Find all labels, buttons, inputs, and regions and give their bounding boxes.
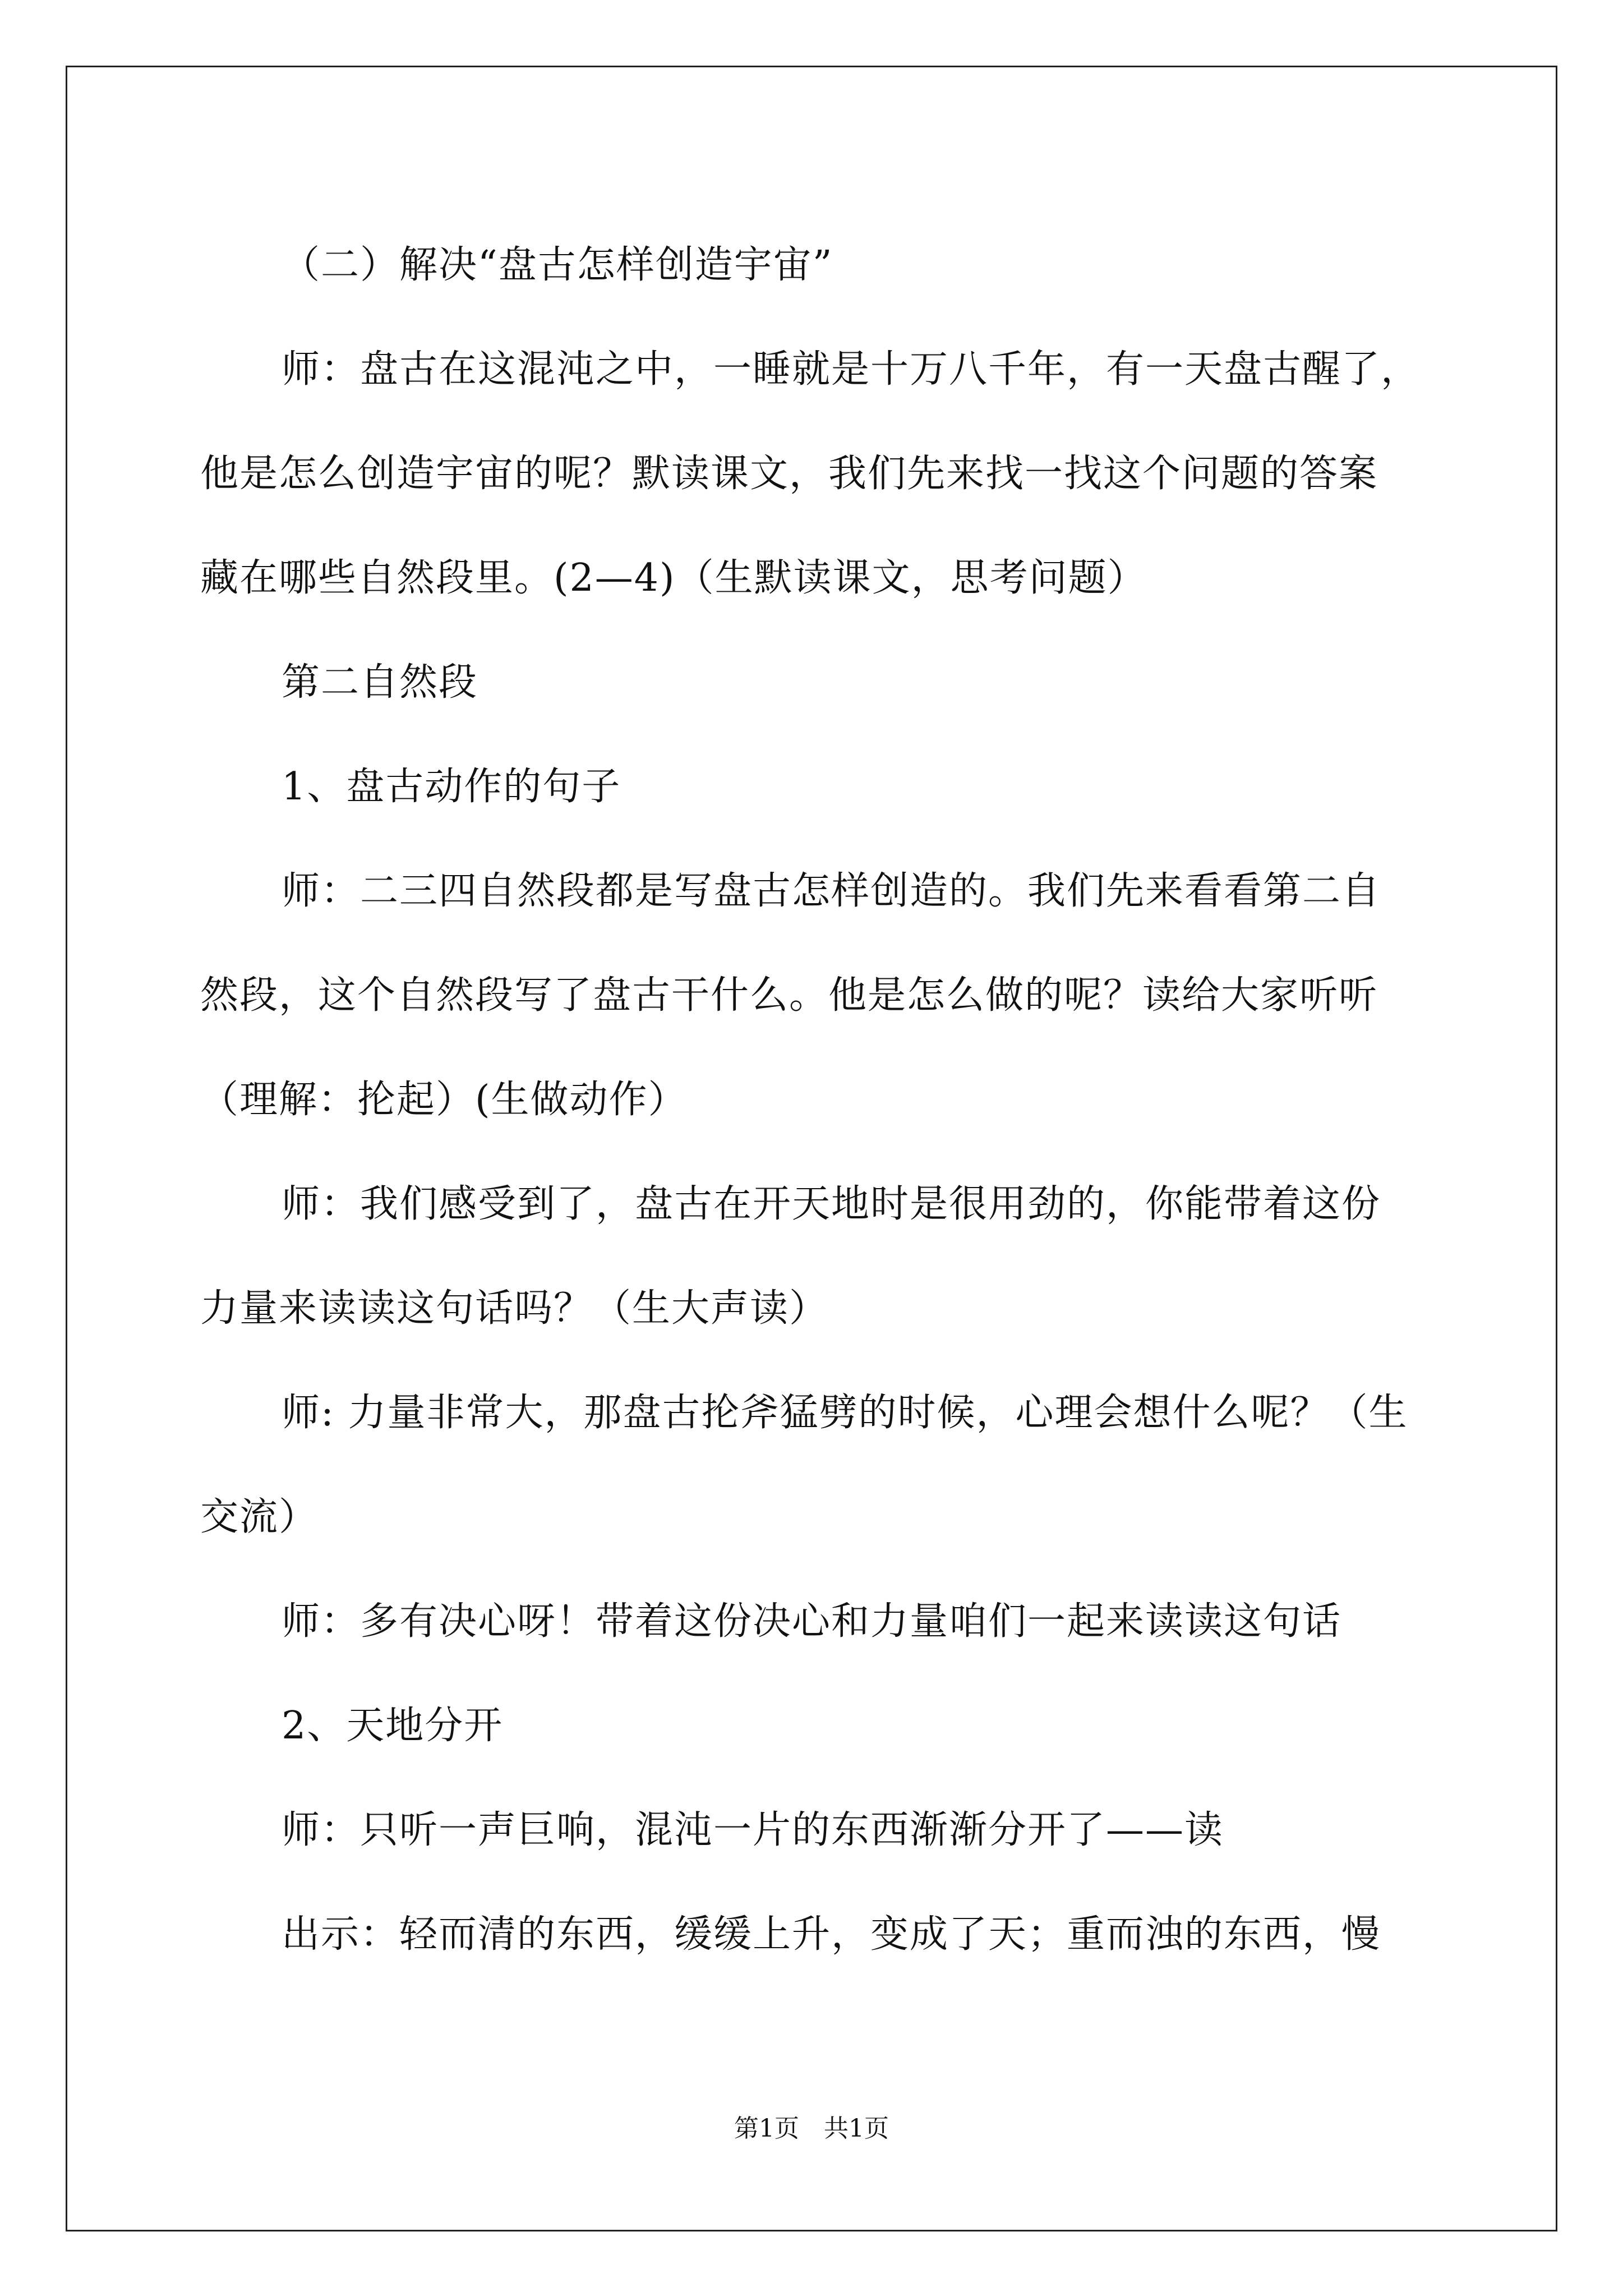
paragraph-line: 交流） (200, 1495, 319, 1539)
subsection-heading: 2、天地分开 (282, 1704, 504, 1748)
paragraph-line: （理解：抡起）(生做动作） (200, 1078, 688, 1122)
paragraph-line: 他是怎么创造宇宙的呢？默读课文，我们先来找一找这个问题的答案 (200, 452, 1378, 496)
paragraph-line: （二）解决“盘古怎样创造宇宙” (282, 243, 833, 287)
paragraph-line: 出示：轻而清的东西，缓缓上升，变成了天；重而浊的东西，慢 (282, 1912, 1381, 1957)
paragraph-line: 师：多有决心呀！带着这份决心和力量咱们一起来读读这句话 (282, 1599, 1342, 1644)
paragraph-line: 师：只听一声巨响，混沌一片的东西渐渐分开了——读 (282, 1808, 1224, 1852)
paragraph-line: 师：盘古在这混沌之中，一睡就是十万八千年，有一天盘古醒了， (282, 347, 1421, 392)
page-number-footer: 第1页 共1页 (734, 2114, 889, 2143)
paragraph-line: 师: 力量非常大，那盘古抡斧猛劈的时候，心理会想什么呢？（生 (282, 1391, 1408, 1435)
paragraph-line: 师：二三四自然段都是写盘古怎样创造的。我们先来看看第二自 (282, 869, 1381, 913)
document-body (200, 213, 1428, 1987)
section-heading: 第二自然段 (282, 660, 478, 705)
paragraph-line: 然段，这个自然段写了盘古干什么。他是怎么做的呢？读给大家听听 (200, 973, 1378, 1018)
paragraph-line: 师：我们感受到了，盘古在开天地时是很用劲的，你能带着这份 (282, 1182, 1381, 1226)
subsection-heading: 1、盘古动作的句子 (282, 765, 621, 809)
paragraph-line: 力量来读读这句话吗？（生大声读） (200, 1286, 829, 1331)
paragraph-line: 藏在哪些自然段里。(2—4)（生默读课文，思考问题） (200, 556, 1147, 600)
